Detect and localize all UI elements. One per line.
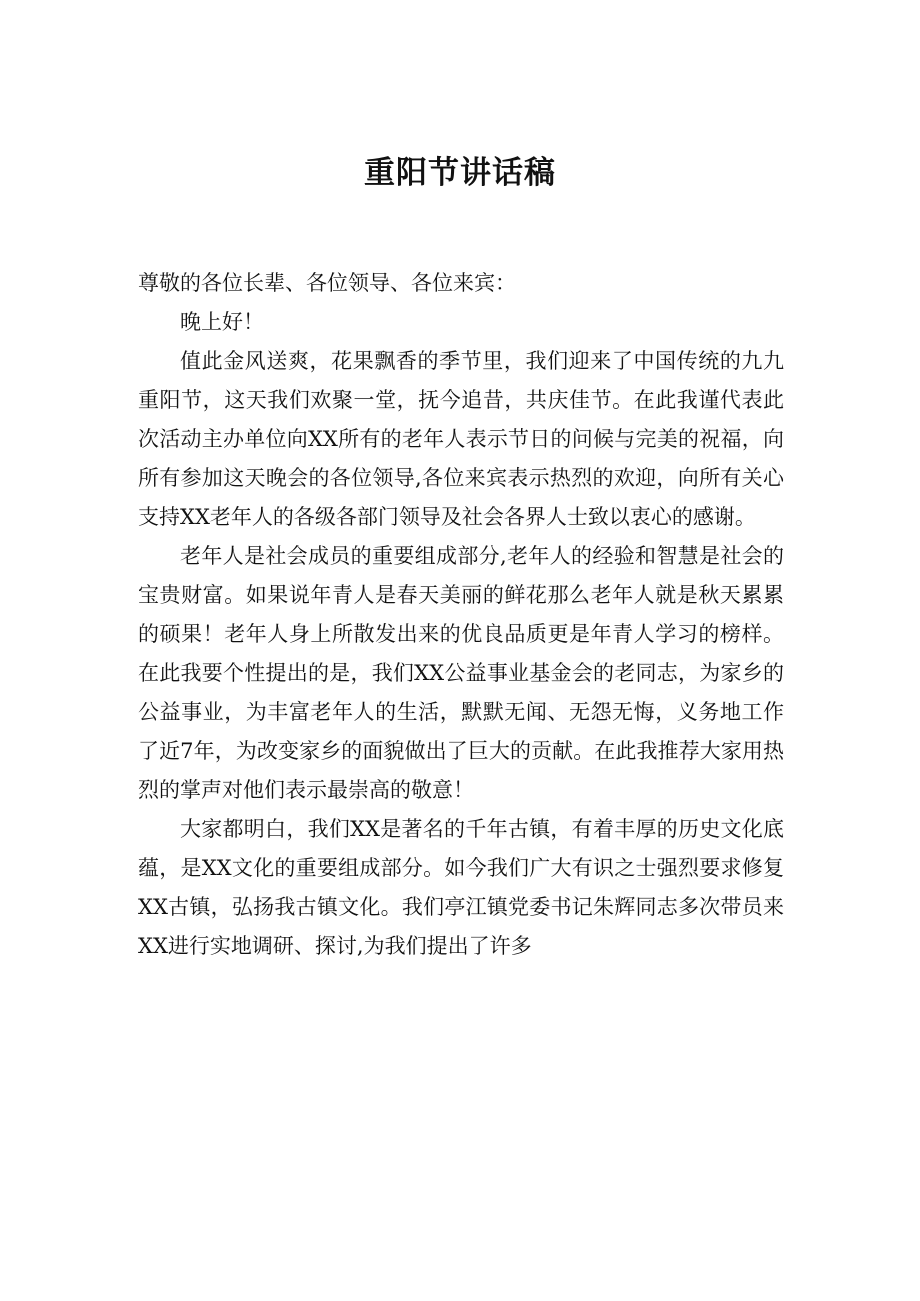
document-title: 重阳节讲话稿: [364, 155, 556, 191]
document-body: [138, 264, 784, 966]
salutation: 尊敬的各位长辈、各位领导、各位来宾：: [138, 271, 516, 295]
greeting: 晚上好！: [180, 310, 264, 334]
paragraph-3: 大家都明白，我们XX是著名的千年古镇，有着丰厚的历史文化底蕴，是XX文化的重要组成部分。如今我们广大有识之士强烈要求修复XX古镇，弘扬我古镇文化。我们亭江镇党委书记朱辉同志多次带员来XX进行实地调研、探讨,为我们提出了许多: [138, 817, 784, 958]
paragraph-1: 值此金风送爽，花果飘香的季节里，我们迎来了中国传统的九九重阳节，这天我们欢聚一堂，抚今追昔，共庆佳节。在此我谨代表此次活动主办单位向XX所有的老年人表示节日的问候与完美的祝福，向所有参加这天晚会的各位领导,各位来宾表示热烈的欢迎，向所有关心支持XX老年人的各级各部门领导及社会各界人士致以衷心的感谢。: [138, 349, 784, 529]
paragraph-2: 老年人是社会成员的重要组成部分,老年人的经验和智慧是社会的宝贵财富。如果说年青人是春天美丽的鲜花那么老年人就是秋天累累的硕果！老年人身上所散发出来的优良品质更是年青人学习的榜样。在此我要个性提出的是，我们XX公益事业基金会的老同志，为家乡的公益事业，为丰富老年人的生活，默默无闻、无怨无悔，义务地工作了近7年，为改变家乡的面貌做出了巨大的贡献。在此我推荐大家用热烈的掌声对他们表示最崇高的敬意！: [138, 544, 784, 802]
